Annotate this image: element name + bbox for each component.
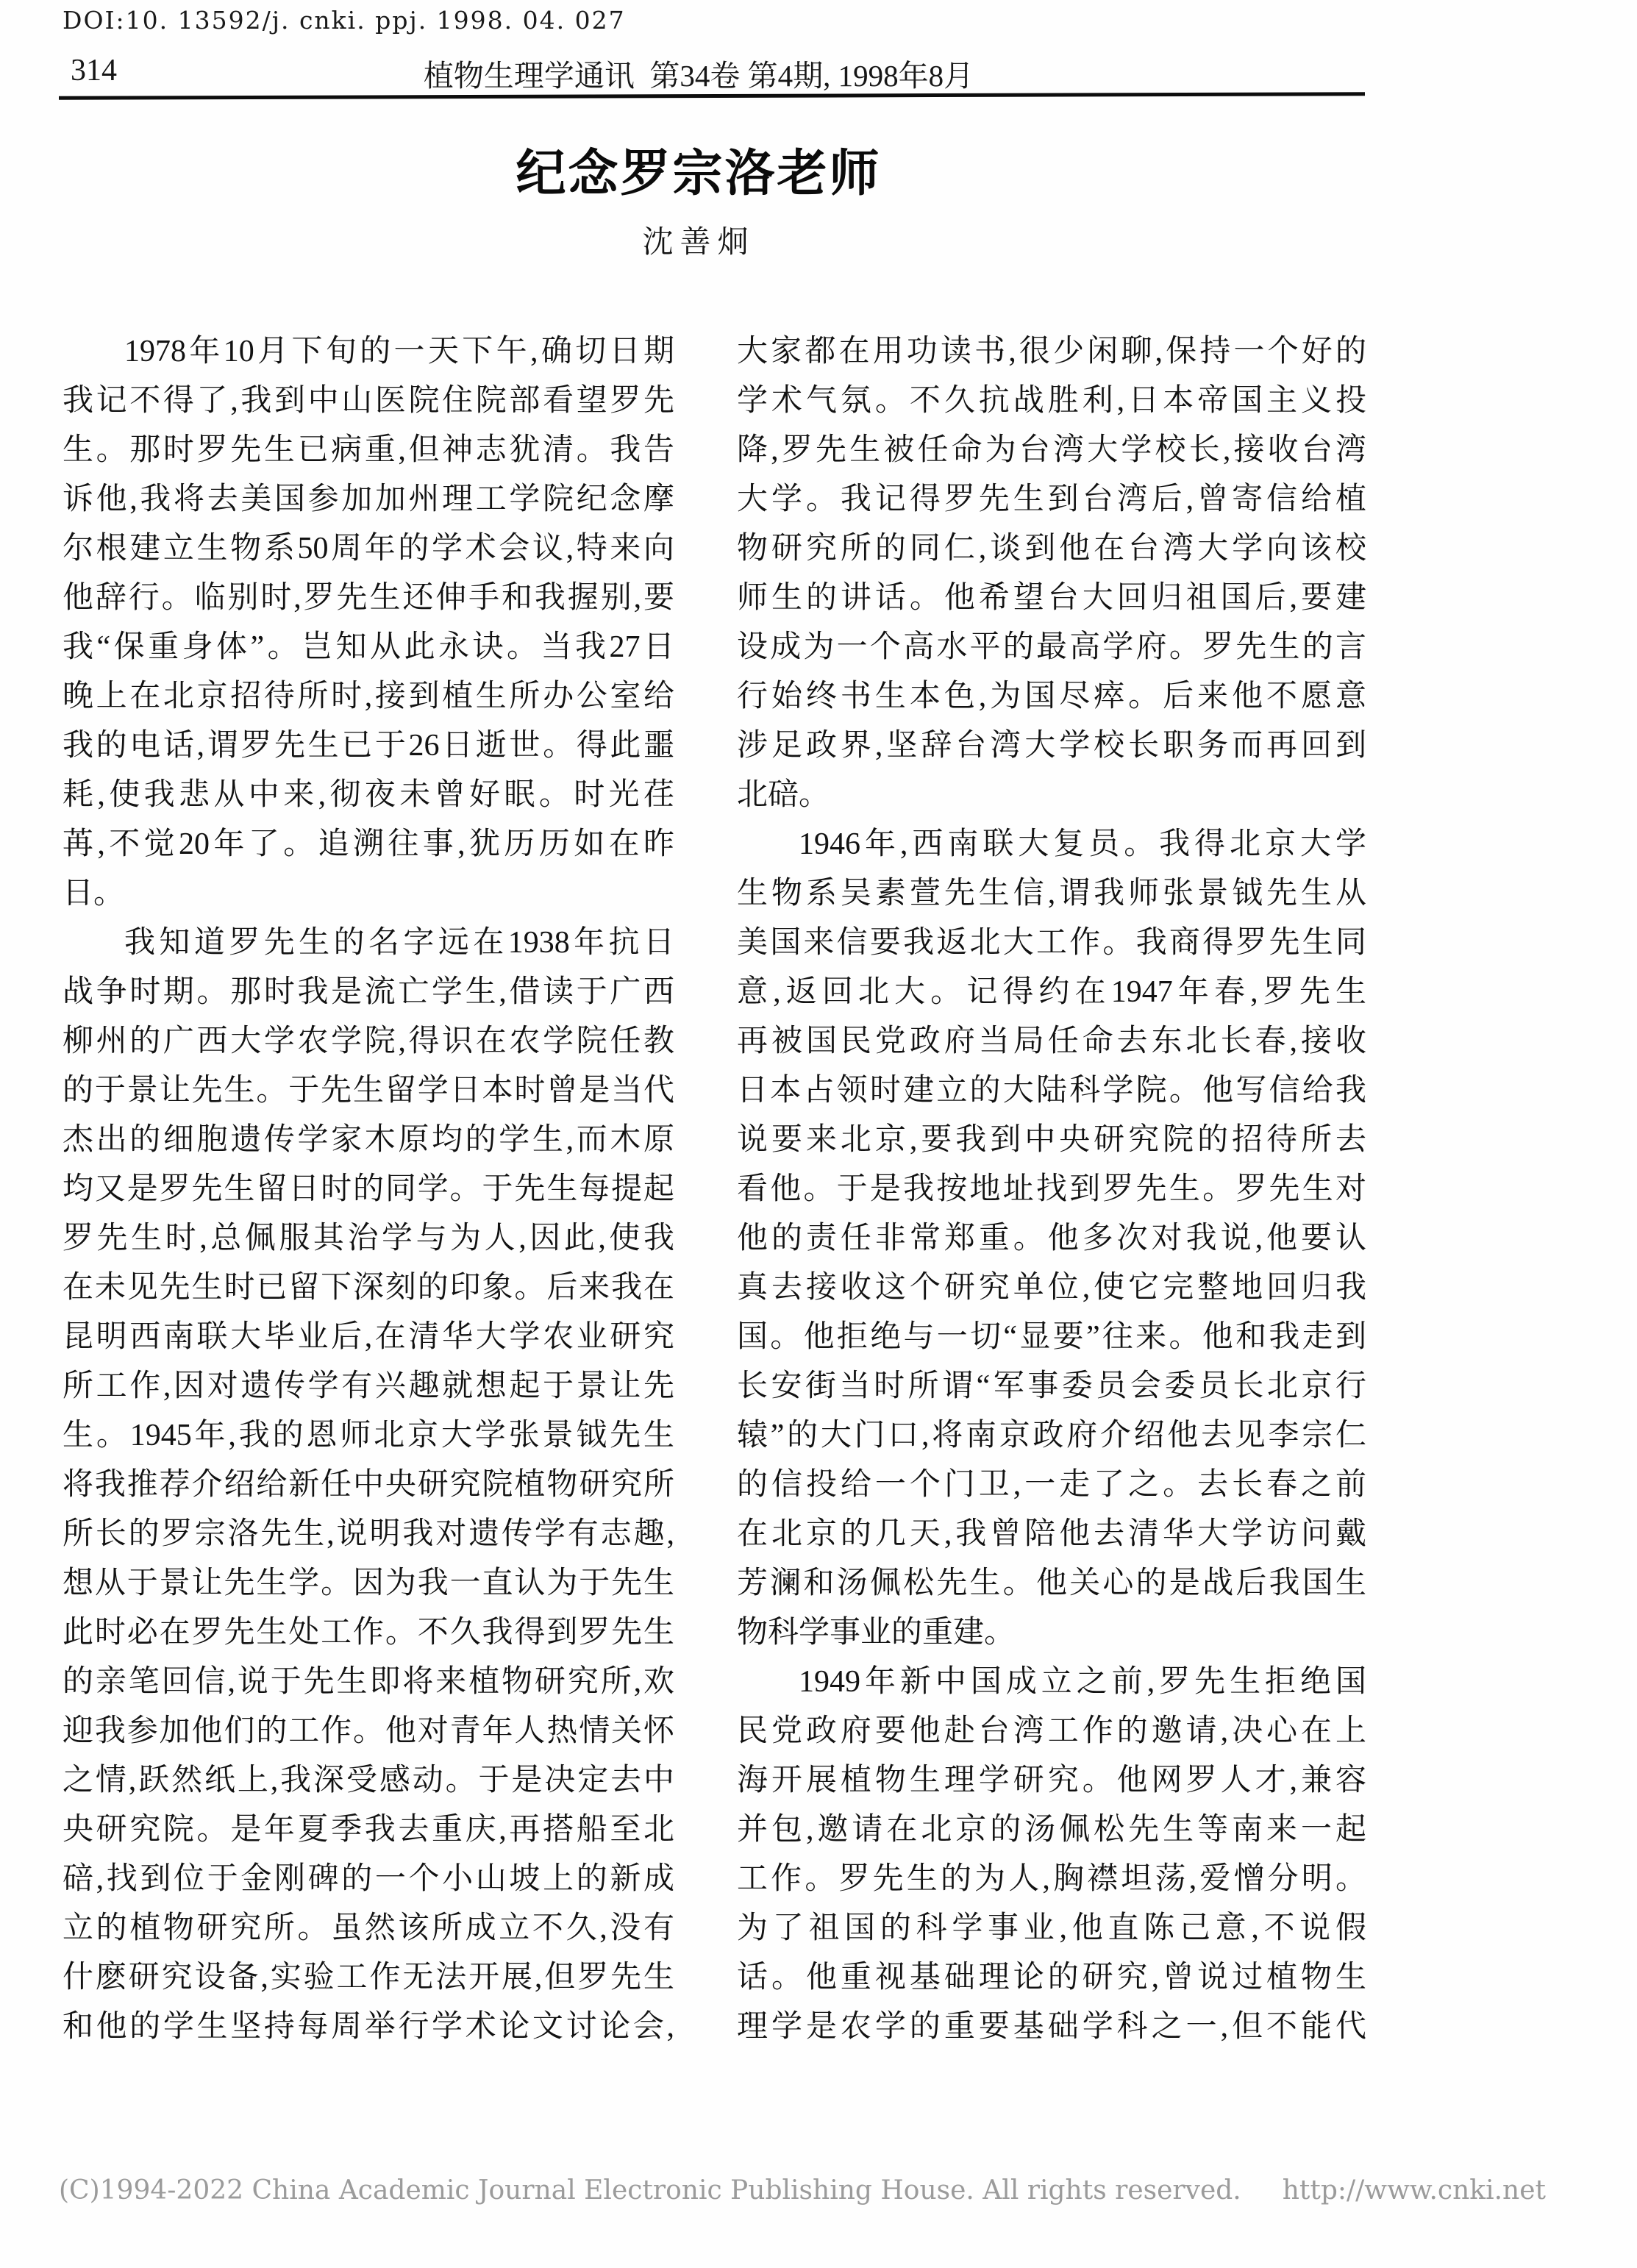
text-line: 他的责任非常郑重。他多次对我说,他要认: [737, 1222, 1366, 1255]
text-line: 在未见先生时已留下深刻的印象。后来我在: [63, 1271, 674, 1305]
text-line: 学术气氛。不久抗战胜利,日本帝国主义投: [737, 384, 1366, 418]
text-line: 生。1945年,我的恩师北京大学张景钺先生: [63, 1419, 674, 1452]
text-line: 柳州的广西大学农学院,得识在农学院任教: [63, 1024, 674, 1058]
text-line: 所长的罗宗洛先生,说明我对遗传学有志趣,: [63, 1517, 674, 1551]
text-line: 真去接收这个研究单位,使它完整地回归我: [737, 1271, 1366, 1305]
text-line: 芳澜和汤佩松先生。他关心的是战后我国生: [737, 1566, 1366, 1600]
text-line: 美国来信要我返北大工作。我商得罗先生同: [737, 926, 1366, 960]
journal-title-line: 植物生理学通讯 第34卷 第4期, 1998年8月: [423, 59, 974, 93]
text-line: 再被国民党政府当局任命去东北长春,接收: [737, 1024, 1366, 1058]
text-line: 央研究院。是年夏季我去重庆,再搭船至北: [63, 1813, 674, 1847]
text-line: 辕”的大门口,将南京政府介绍他去见李宗仁: [737, 1419, 1366, 1452]
text-line: 什麽研究设备,实验工作无法开展,但罗先生: [63, 1961, 674, 1994]
text-line: 话。他重视基础理论的研究,曾说过植物生: [737, 1961, 1366, 1994]
text-line: 1949年新中国成立之前,罗先生拒绝国: [799, 1665, 1366, 1699]
text-line: 晚上在北京招待所时,接到植生所办公室给: [63, 680, 674, 713]
text-line: 海开展植物生理学研究。他网罗人才,兼容: [737, 1764, 1366, 1797]
text-line: 迎我参加他们的工作。他对青年人热情关怀: [63, 1714, 674, 1748]
text-line: 此时必在罗先生处工作。不久我得到罗先生: [63, 1616, 674, 1650]
text-line: 想从于景让先生学。因为我一直认为于先生: [63, 1566, 674, 1600]
text-line: 设成为一个高水平的最高学府。罗先生的言: [737, 630, 1366, 664]
text-line: 说要来北京,要我到中央研究院的招待所去: [737, 1123, 1366, 1157]
text-line: 涉足政界,坚辞台湾大学校长职务而再回到: [737, 729, 1366, 763]
text-line: 尔根建立生物系50周年的学术会议,特来向: [63, 532, 674, 566]
page-footer: [59, 2175, 1546, 2205]
text-line: 罗先生时,总佩服其治学与为人,因此,使我: [63, 1222, 674, 1255]
text-line: 大学。我记得罗先生到台湾后,曾寄信给植: [737, 482, 1366, 516]
text-line: 长安街当时所谓“军事委员会委员长北京行: [737, 1369, 1366, 1403]
article-title: 纪念罗宗洛老师: [516, 146, 882, 202]
text-line: 苒,不觉20年了。追溯往事,犹历历如在昨: [63, 827, 674, 861]
text-line: 我知道罗先生的名字远在1938年抗日: [124, 926, 674, 960]
text-line: 杰出的细胞遗传学家木原均的学生,而木原: [63, 1123, 674, 1157]
text-line: 物研究所的同仁,谈到他在台湾大学向该校: [737, 532, 1366, 566]
text-line: 北碚。: [737, 778, 830, 812]
text-line: 我的电话,谓罗先生已于26日逝世。得此噩: [63, 729, 674, 763]
doi-line: DOI:10. 13592/j. cnki. ppj. 1998. 04. 027: [63, 6, 626, 35]
text-line: 耗,使我悲从中来,彻夜未曾好眠。时光荏: [63, 778, 674, 812]
text-line: 的信投给一个门卫,一走了之。去长春之前: [737, 1468, 1366, 1502]
article-author: 沈善炯: [642, 226, 755, 260]
copyright-text: (C)1994-2022 China Academic Journal Electronic Publishing House. All rights reserved.: [59, 2175, 1241, 2205]
text-line: 降,罗先生被任命为台湾大学校长,接收台湾: [737, 433, 1366, 467]
text-line: 国。他拒绝与一切“显要”往来。他和我走到: [737, 1320, 1366, 1354]
text-line: 民党政府要他赴台湾工作的邀请,决心在上: [737, 1714, 1366, 1748]
text-line: 理学是农学的重要基础学科之一,但不能代: [737, 2010, 1366, 2044]
text-line: 我记不得了,我到中山医院住院部看望罗先: [63, 384, 674, 418]
text-line: 日本占领时建立的大陆科学院。他写信给我: [737, 1074, 1366, 1108]
text-line: 1946年,西南联大复员。我得北京大学: [799, 827, 1366, 861]
text-line: 为了祖国的科学事业,他直陈己意,不说假: [737, 1911, 1366, 1945]
text-line: 的亲笔回信,说于先生即将来植物研究所,欢: [63, 1665, 674, 1699]
text-line: 所工作,因对遗传学有兴趣就想起于景让先: [63, 1369, 674, 1403]
text-line: 大家都在用功读书,很少闲聊,保持一个好的: [737, 335, 1366, 368]
text-line: 均又是罗先生留日时的同学。于先生每提起: [63, 1172, 674, 1206]
text-line: 生物系吴素萱先生信,谓我师张景钺先生从: [737, 877, 1366, 910]
text-line: 物科学事业的重建。: [737, 1616, 1016, 1650]
right-column: [737, 327, 1366, 2052]
text-line: 之情,跃然纸上,我深受感动。于是决定去中: [63, 1764, 674, 1797]
text-line: 工作。罗先生的为人,胸襟坦荡,爱憎分明。: [737, 1862, 1366, 1896]
text-line: 立的植物研究所。虽然该所成立不久,没有: [63, 1911, 674, 1945]
page-number: 314: [71, 54, 117, 88]
text-line: 看他。于是我按地址找到罗先生。罗先生对: [737, 1172, 1366, 1206]
text-line: 他辞行。临别时,罗先生还伸手和我握别,要: [63, 581, 674, 615]
text-line: 和他的学生坚持每周举行学术论文讨论会,: [63, 2010, 674, 2044]
text-line: 师生的讲话。他希望台大回归祖国后,要建: [737, 581, 1366, 615]
text-line: 并包,邀请在北京的汤佩松先生等南来一起: [737, 1813, 1366, 1847]
text-line: 的于景让先生。于先生留学日本时曾是当代: [63, 1074, 674, 1108]
text-line: 碚,找到位于金刚碑的一个小山坡上的新成: [63, 1862, 674, 1896]
text-line: 将我推荐介绍给新任中央研究院植物研究所: [63, 1468, 674, 1502]
text-line: 1978年10月下旬的一天下午,确切日期: [124, 335, 674, 368]
text-line: 在北京的几天,我曾陪他去清华大学访问戴: [737, 1517, 1366, 1551]
text-line: 日。: [63, 877, 125, 910]
text-line: 行始终书生本色,为国尽瘁。后来他不愿意: [737, 680, 1366, 713]
footer-url: http://www.cnki.net: [1282, 2175, 1546, 2205]
text-line: 昆明西南联大毕业后,在清华大学农业研究: [63, 1320, 674, 1354]
text-line: 战争时期。那时我是流亡学生,借读于广西: [63, 975, 674, 1009]
left-column: [63, 327, 674, 2052]
text-line: 意,返回北大。记得约在1947年春,罗先生: [737, 975, 1366, 1009]
text-line: 我“保重身体”。岂知从此永诀。当我27日: [63, 630, 674, 664]
text-line: 诉他,我将去美国参加加州理工学院纪念摩: [63, 482, 674, 516]
text-line: 生。那时罗先生已病重,但神志犹清。我告: [63, 433, 674, 467]
